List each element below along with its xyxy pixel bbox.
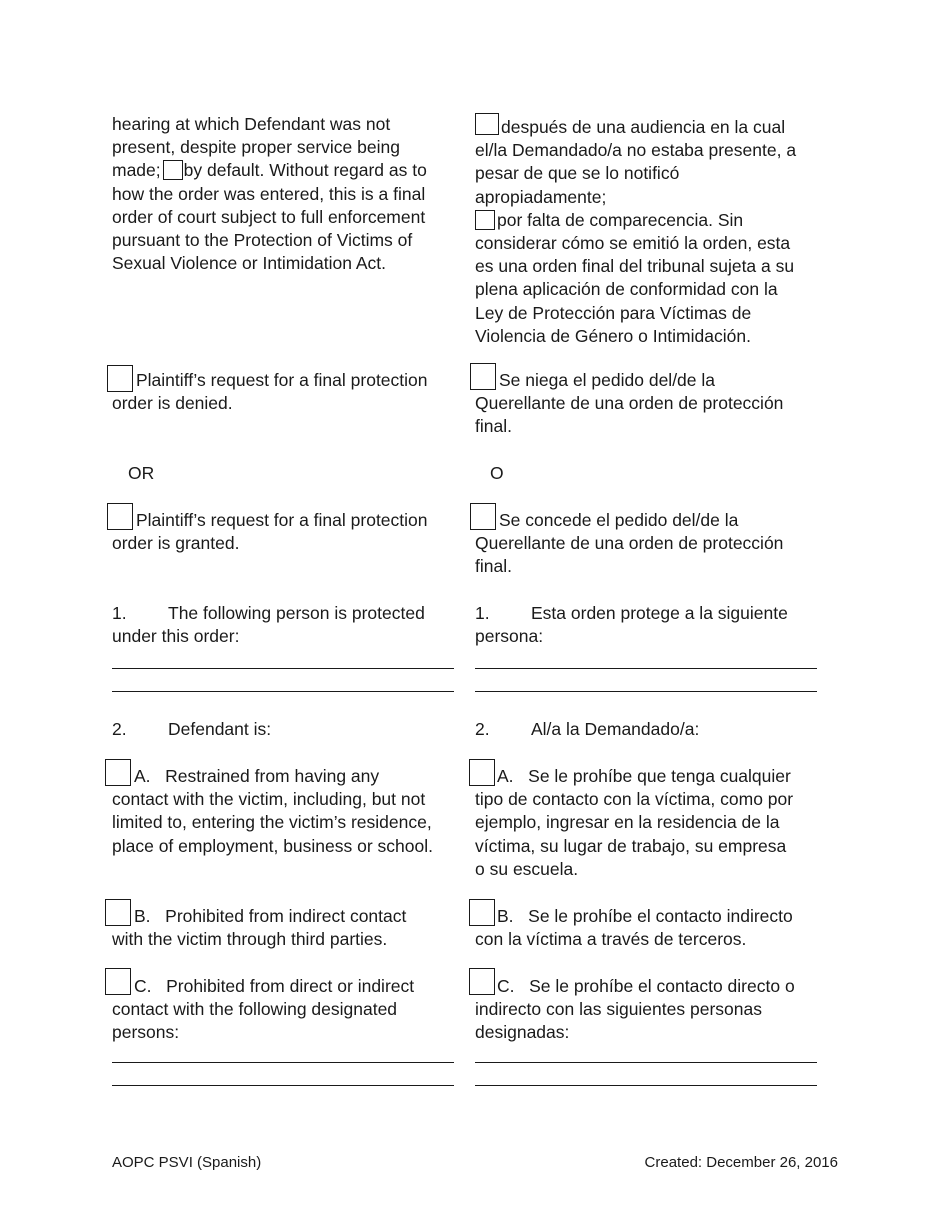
text-line: persona: xyxy=(475,626,544,647)
text-line: 1. The following person is protected xyxy=(112,603,425,623)
text-line: Se niega el pedido del/de la xyxy=(499,370,716,390)
item1-es xyxy=(475,602,830,648)
granted-es xyxy=(475,509,830,579)
text-line: under this order: xyxy=(112,626,240,647)
text-line: apropiadamente; xyxy=(475,186,607,207)
text-line: víctima, su lugar de trabajo, su empresa xyxy=(475,835,787,856)
text-line: Plaintiff’s request for a final protection xyxy=(136,510,428,530)
granted-en xyxy=(112,509,462,555)
item-a-es xyxy=(475,765,830,881)
item-a-en xyxy=(112,765,462,858)
text-line: Violencia de Género o Intimidación. xyxy=(475,325,751,346)
text-line: Querellante de una orden de protección xyxy=(475,393,784,414)
text-line: A. Restrained from having any xyxy=(134,766,380,786)
text-line: designadas: xyxy=(475,1022,570,1043)
text-line: por falta de comparecencia. Sin xyxy=(475,209,830,232)
text-line: B. Prohibited from indirect contact xyxy=(134,906,407,926)
protected-person-line-es-2[interactable] xyxy=(475,691,817,692)
text-line: order is granted. xyxy=(112,533,240,554)
text-line: present, despite proper service being xyxy=(112,137,400,158)
text-line: C. Prohibited from direct or indirect xyxy=(134,976,415,996)
text-line: limited to, entering the victim’s residence, xyxy=(112,812,432,833)
item-c-en xyxy=(112,975,462,1045)
item-c-es xyxy=(475,975,830,1045)
denied-en xyxy=(112,369,462,415)
designated-persons-line-es-1[interactable] xyxy=(475,1062,817,1063)
text-line: persons: xyxy=(112,1022,180,1043)
text-line: considerar cómo se emitió la orden, esta xyxy=(475,233,791,254)
intro-en xyxy=(112,113,462,275)
text-line: with the victim through third parties. xyxy=(112,929,388,950)
designated-persons-line-1[interactable] xyxy=(112,1062,454,1063)
item2-en: 2. Defendant is: xyxy=(112,719,272,739)
text-line: el/la Demandado/a no estaba presente, a xyxy=(475,140,797,161)
by-default-checkbox[interactable] xyxy=(163,160,183,180)
after-hearing-checkbox[interactable] xyxy=(475,113,499,135)
text-line: o su escuela. xyxy=(475,858,579,879)
text-line: con la víctima a través de terceros. xyxy=(475,929,747,950)
text-line: después de una audiencia en la cual xyxy=(475,113,830,139)
text-line: made; by default. Without regard as to xyxy=(112,160,427,181)
denied-es xyxy=(475,369,830,439)
text-line: Se concede el pedido del/de la xyxy=(499,510,739,530)
text-line: Plaintiff’s request for a final protection xyxy=(136,370,428,390)
text-line: pursuant to the Protection of Victims of xyxy=(112,230,413,251)
or-es: O xyxy=(490,463,504,483)
text-line: Ley de Protección para Víctimas de xyxy=(475,302,752,323)
protected-person-line-es-1[interactable] xyxy=(475,668,817,669)
designated-persons-line-2[interactable] xyxy=(112,1085,454,1086)
created-date: Created: December 26, 2016 xyxy=(644,1154,838,1171)
text-line: hearing at which Defendant was not xyxy=(112,114,391,134)
text-line: 1. Esta orden protege a la siguiente xyxy=(475,603,788,623)
text-line: indirecto con las siguientes personas xyxy=(475,999,762,1020)
intro-es xyxy=(475,113,830,348)
text-line: tipo de contacto con la víctima, como por xyxy=(475,789,794,810)
designated-persons-line-es-2[interactable] xyxy=(475,1085,817,1086)
text-line: es una orden final del tribunal sujeta a su xyxy=(475,256,795,277)
form-id: AOPC PSVI (Spanish) xyxy=(112,1154,262,1171)
text-line: ejemplo, ingresar en la residencia de la xyxy=(475,812,780,833)
text-line: contact with the victim, including, but not xyxy=(112,789,426,810)
or-en: OR xyxy=(128,463,155,483)
text-line: place of employment, business or school. xyxy=(112,835,433,856)
text-line: contact with the following designated xyxy=(112,999,398,1020)
protected-person-line-1[interactable] xyxy=(112,668,454,669)
text-line: B. Se le prohíbe el contacto indirecto xyxy=(497,906,793,926)
item2-es: 2. Al/a la Demandado/a: xyxy=(475,719,700,739)
by-default-checkbox-es[interactable] xyxy=(475,210,495,230)
text-line: how the order was entered, this is a final xyxy=(112,183,426,204)
text-line: final. xyxy=(475,556,512,577)
protected-person-line-2[interactable] xyxy=(112,691,454,692)
text-line: Sexual Violence or Intimidation Act. xyxy=(112,253,387,274)
text-line: order of court subject to full enforcement xyxy=(112,206,426,227)
text-line: pesar de que se lo notificó xyxy=(475,163,680,184)
text-line: Querellante de una orden de protección xyxy=(475,533,784,554)
item-b-es xyxy=(475,905,830,951)
text-line: final. xyxy=(475,416,512,437)
text-line: order is denied. xyxy=(112,393,233,414)
text-line: C. Se le prohíbe el contacto directo o xyxy=(497,976,795,996)
text-line: plena aplicación de conformidad con la xyxy=(475,279,778,300)
item-b-en xyxy=(112,905,462,951)
item1-en xyxy=(112,602,462,648)
text-line: A. Se le prohíbe que tenga cualquier xyxy=(497,766,791,786)
